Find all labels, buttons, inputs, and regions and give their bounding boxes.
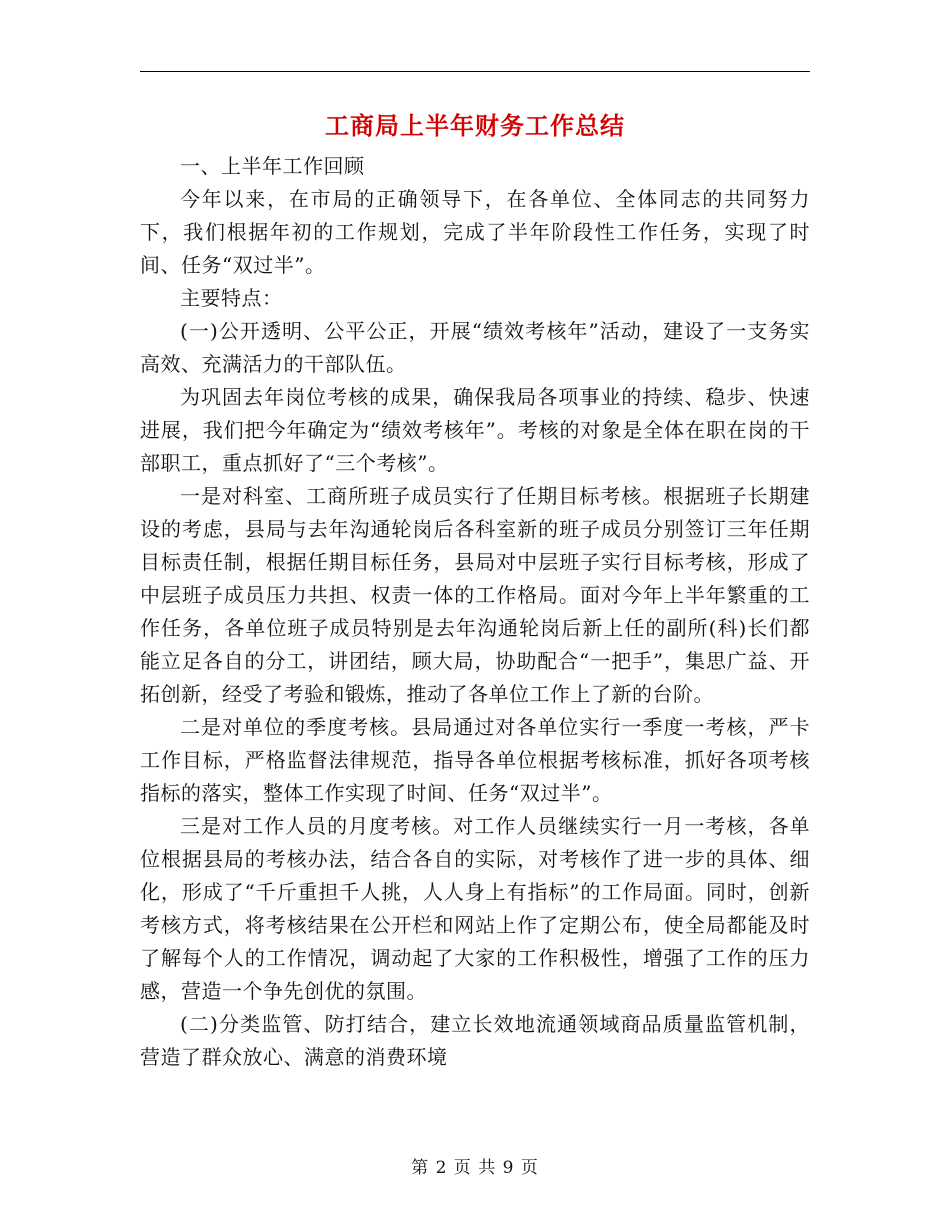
paragraph: 今年以来，在市局的正确领导下，在各单位、全体同志的共同努力下，我们根据年初的工作规划，完成了半年阶段性工作任务，实现了时间、任务“双过半”。 bbox=[140, 187, 810, 277]
paragraph: 二是对单位的季度考核。县局通过对各单位实行一季度一考核，严卡工作目标，严格监督法律规范，指导各单位根据考核标准，抓好各项考核指标的落实，整体工作实现了时间、任务“双过半”。 bbox=[140, 715, 810, 805]
paragraph: (一)公开透明、公平公正，开展“绩效考核年”活动，建设了一支务实高效、充满活力的干部队伍。 bbox=[140, 319, 810, 376]
footer-middle: 页 共 bbox=[453, 1158, 497, 1178]
document-title: 工商局上半年财务工作总结 bbox=[325, 112, 625, 140]
footer-total-pages: 9 bbox=[502, 1158, 515, 1178]
footer-current-page: 2 bbox=[435, 1158, 448, 1178]
footer-suffix: 页 bbox=[520, 1158, 539, 1178]
footer-prefix: 第 bbox=[411, 1158, 430, 1178]
header-rule bbox=[140, 71, 810, 72]
paragraph: 为巩固去年岗位考核的成果，确保我局各项事业的持续、稳步、快速进展，我们把今年确定为“绩效考核年”。考核的对象是全体在职在岗的干部职工，重点抓好了“三个考核”。 bbox=[140, 385, 810, 475]
paragraph-subheading: 主要特点： bbox=[180, 286, 283, 310]
paragraph: (二)分类监管、防打结合，建立长效地流通领域商品质量监管机制，营造了群众放心、满意的消费环境 bbox=[140, 1012, 810, 1069]
document-body bbox=[140, 150, 810, 1074]
paragraph: 一是对科室、工商所班子成员实行了任期目标考核。根据班子长期建设的考虑，县局与去年沟通轮岗后各科室新的班子成员分别签订三年任期目标责任制，根据任期目标任务，县局对中层班子实行目标考核，形成了中层班子成员压力共担、权责一体的工作格局。面对今年上半年繁重的工作任务，各单位班子成员特别是去年沟通轮岗后新上任的副所(科)长们都能立足各自的分工，讲团结，顾大局，协助配合“一把手”，集思广益、开拓创新，经受了考验和锻炼，推动了各单位工作上了新的台阶。 bbox=[140, 484, 810, 706]
paragraph: 三是对工作人员的月度考核。对工作人员继续实行一月一考核，各单位根据县局的考核办法，结合各自的实际，对考核作了进一步的具体、细化，形成了“千斤重担千人挑，人人身上有指标”的工作局面。同时，创新考核方式，将考核结果在公开栏和网站上作了定期公布，使全局都能及时了解每个人的工作情况，调动起了大家的工作积极性，增强了工作的压力感，营造一个争先创优的氛围。 bbox=[140, 814, 810, 1003]
page-footer bbox=[140, 1153, 810, 1178]
paragraph-section-heading: 一、上半年工作回顾 bbox=[180, 154, 365, 178]
